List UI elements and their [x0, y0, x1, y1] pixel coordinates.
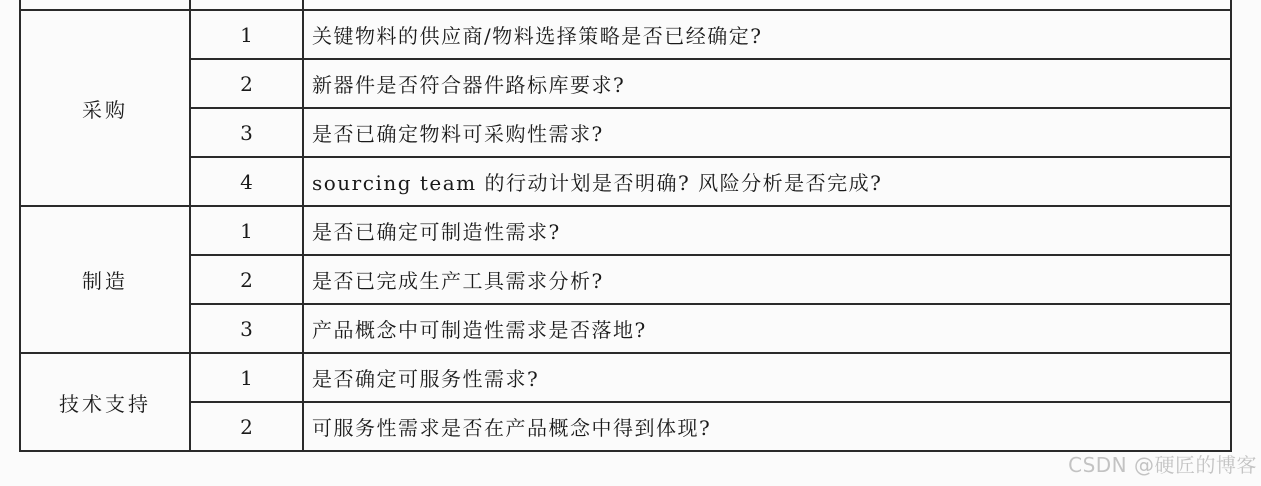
item-number: 3: [190, 304, 303, 353]
table-row: [20, 59, 1231, 108]
watermark: CSDN @硬匠的博客: [1068, 453, 1257, 477]
category-cell-manufacturing: 制造: [20, 206, 190, 353]
item-number: 1: [190, 353, 303, 402]
item-number: 2: [190, 255, 303, 304]
table-row: [20, 206, 1231, 255]
item-question: 是否已确定可制造性需求?: [303, 206, 1231, 255]
item-number: 1: [190, 206, 303, 255]
table-row-partial-top: [20, 0, 1231, 10]
table-row: [20, 108, 1231, 157]
item-number: 4: [190, 157, 303, 206]
item-question: 新器件是否符合器件路标库要求?: [303, 59, 1231, 108]
category-cell-tech-support: 技术支持: [20, 353, 190, 451]
top-cell-category: [20, 0, 190, 10]
item-question: sourcing team 的行动计划是否明确? 风险分析是否完成?: [303, 157, 1231, 206]
category-cell-procurement: 采购: [20, 10, 190, 206]
item-question: 关键物料的供应商/物料选择策略是否已经确定?: [303, 10, 1231, 59]
top-cell-num: [190, 0, 303, 10]
table-row: [20, 255, 1231, 304]
table-row: [20, 157, 1231, 206]
top-cell-question: [303, 0, 1231, 10]
item-question: 可服务性需求是否在产品概念中得到体现?: [303, 402, 1231, 451]
item-number: 3: [190, 108, 303, 157]
item-question: 是否确定可服务性需求?: [303, 353, 1231, 402]
table-row: [20, 402, 1231, 451]
table-row: [20, 304, 1231, 353]
item-question: 是否已确定物料可采购性需求?: [303, 108, 1231, 157]
table-row: [20, 10, 1231, 59]
item-number: 1: [190, 10, 303, 59]
checklist-table: [19, 0, 1232, 452]
item-number: 2: [190, 402, 303, 451]
item-number: 2: [190, 59, 303, 108]
item-question: 是否已完成生产工具需求分析?: [303, 255, 1231, 304]
table-row: [20, 353, 1231, 402]
item-question: 产品概念中可制造性需求是否落地?: [303, 304, 1231, 353]
